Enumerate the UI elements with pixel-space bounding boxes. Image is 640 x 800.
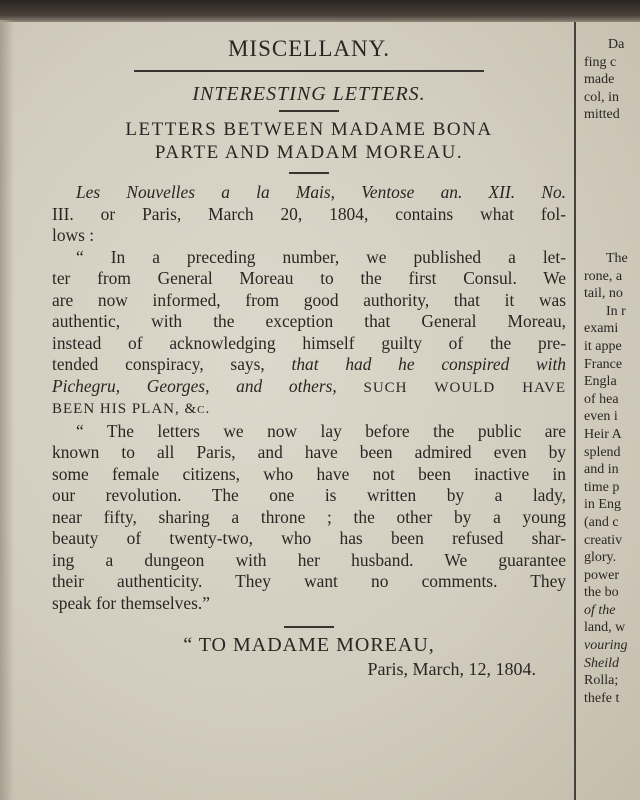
- side-column-lower: [584, 250, 640, 707]
- para3-line-3: some female citizens, who have not been inactive in: [52, 463, 566, 484]
- main-column: [52, 30, 566, 680]
- heading-rule: [134, 70, 484, 72]
- article-title-line-2: PARTE AND MADAM MOREAU.: [154, 142, 464, 163]
- side-line: creativ: [584, 532, 623, 548]
- article-title-line-1: LETTERS BETWEEN MADAME BONA: [125, 119, 493, 140]
- page-top-edge: [0, 0, 640, 22]
- side-top-line: col, in: [584, 89, 619, 105]
- side-line: In r: [606, 303, 626, 319]
- side-line: Rolla;: [584, 673, 619, 689]
- side-line: glory.: [584, 550, 617, 566]
- side-top-line: Da: [608, 37, 625, 52]
- side-line: time p: [584, 479, 620, 495]
- para3-line-1: “ The letters we now lay before the public are: [76, 420, 566, 441]
- para3-line-4: our revolution. The one is written by a lady,: [52, 485, 566, 505]
- page-left-shadow: [0, 20, 14, 800]
- para2-line-1: “ In a preceding number, we published a let-: [76, 246, 566, 267]
- side-line: of the: [584, 602, 616, 618]
- side-line: the bo: [584, 585, 619, 601]
- subheading: INTERESTING LETTERS.: [192, 83, 426, 105]
- letter-dateline: Paris, March, 12, 1804.: [367, 659, 536, 679]
- para1-line-3: lows :: [52, 225, 95, 245]
- para2-line-5: instead of acknowledging himself guilty of the pre-: [52, 332, 566, 353]
- side-line: of hea: [584, 391, 619, 407]
- side-line: rone, a: [584, 268, 623, 284]
- para2-caps: SUCH WOULD HAVE: [363, 379, 566, 396]
- side-line: tail, no: [584, 286, 623, 302]
- column-divider: [574, 22, 576, 800]
- side-line: and in: [584, 462, 619, 478]
- paragraph-1: [52, 182, 566, 247]
- title-rule: [289, 172, 329, 174]
- para2-line-3: are now informed, from good authority, that it was: [52, 289, 566, 310]
- para3-line-7: ing a dungeon with her husband. We guarantee: [52, 549, 566, 570]
- side-line: even i: [584, 409, 618, 425]
- side-line: it appe: [584, 338, 622, 354]
- article-body: [52, 182, 566, 614]
- side-line: Heir A: [584, 426, 622, 442]
- subheading-rule: [279, 110, 339, 112]
- side-line: Engla: [584, 374, 617, 390]
- para1-line-1: Les Nouvelles a la Mais, Ventose an. XII. No.: [76, 182, 566, 202]
- side-top-line: made: [584, 72, 615, 88]
- para3-line-9: speak for themselves.”: [52, 592, 210, 613]
- side-top-line: mitted: [584, 107, 620, 123]
- para1-line-2: III. or Paris, March 20, 1804, contains what fol-: [52, 203, 566, 224]
- para3-line-2: known to all Paris, and have been admired even by: [52, 442, 566, 462]
- para2-end: BEEN HIS PLAN, &c.: [52, 401, 211, 417]
- side-line: thefe t: [584, 690, 620, 706]
- para2-italic-2: Pichegru, Georges, and others,: [52, 375, 337, 396]
- side-line: exami: [584, 321, 619, 337]
- letter-title: “ TO MADAME MOREAU,: [183, 634, 435, 656]
- side-line: The: [606, 251, 628, 266]
- paragraph-3: [52, 421, 566, 615]
- side-top-line: fing c: [584, 54, 617, 70]
- para3-line-8: their authenticity. They want no comments. They: [52, 571, 566, 591]
- side-line: vouring: [584, 638, 628, 654]
- side-line: France: [584, 356, 623, 372]
- paragraph-2: [52, 247, 566, 421]
- para2-line-2: ter from General Moreau to the first Consul. We: [52, 268, 566, 288]
- letter-rule: [284, 626, 334, 628]
- side-line: (and c: [584, 514, 619, 530]
- para2-line-4: authentic, with the exception that General Moreau,: [52, 311, 566, 331]
- side-column-top: [584, 36, 640, 124]
- side-line: land, w: [584, 620, 626, 636]
- para3-line-6: beauty of twenty-two, who has been refused shar-: [52, 528, 566, 548]
- para2-line-6: tended conspiracy, says,: [52, 354, 265, 374]
- para3-line-5: near fifty, sharing a throne ; the other by a young: [52, 506, 566, 527]
- side-line: splend: [584, 444, 621, 460]
- side-line: in Eng: [584, 497, 621, 513]
- side-line: Sheild: [584, 655, 619, 671]
- side-line: power: [584, 567, 619, 583]
- para2-italic-1: that had he conspired with: [291, 354, 566, 374]
- section-heading: MISCELLANY.: [227, 36, 390, 61]
